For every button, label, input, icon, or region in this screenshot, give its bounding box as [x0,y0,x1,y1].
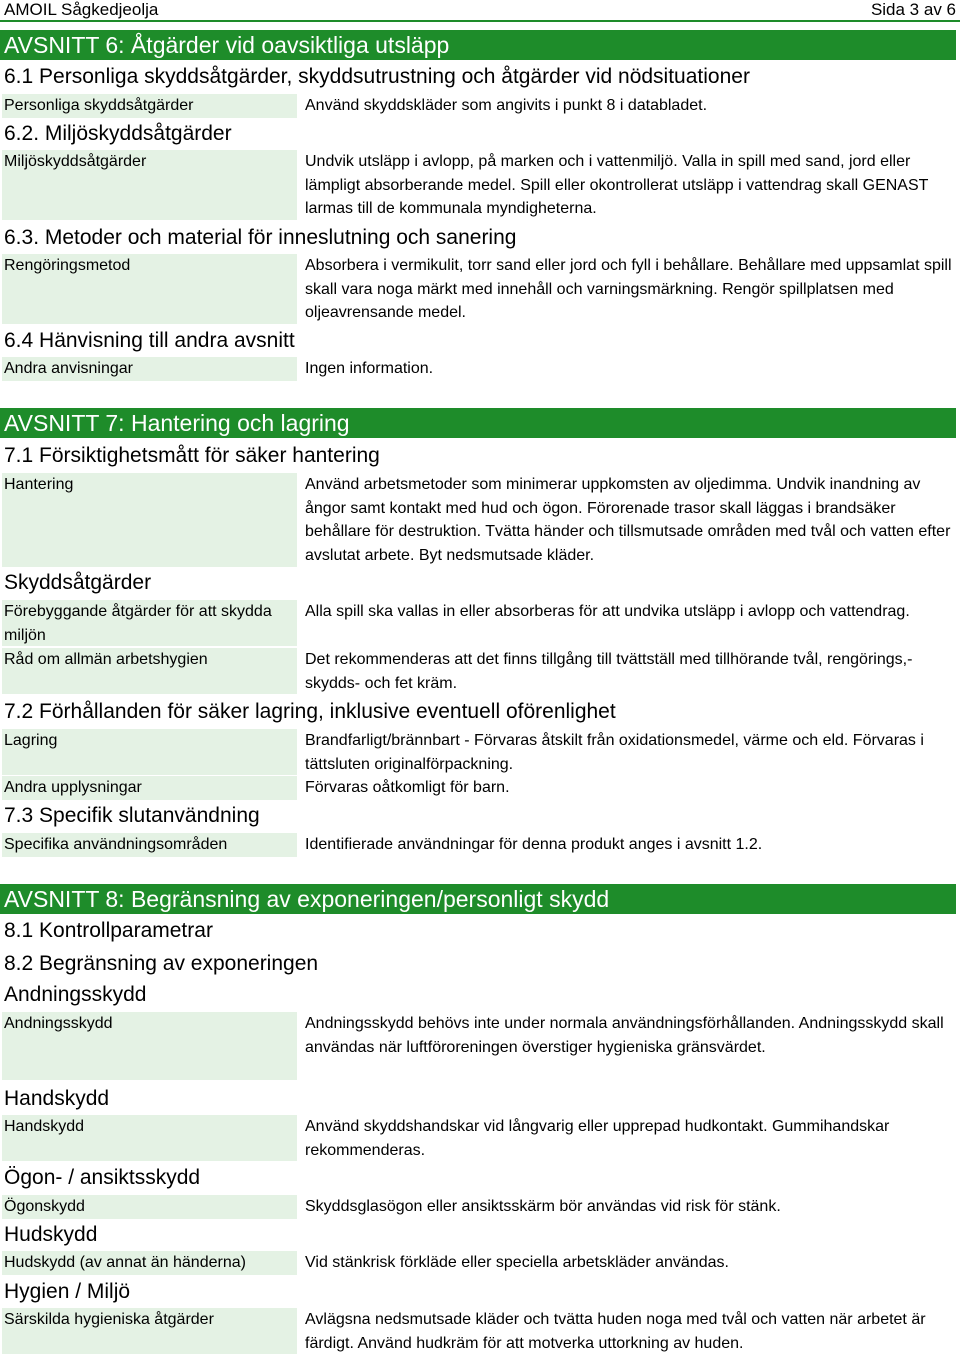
row-label: Andra upplysningar [2,776,297,800]
info-row [0,776,956,800]
info-row [0,648,956,696]
subheading-handskydd: Handskydd [4,1087,110,1110]
row-value: Det rekommenderas att det finns tillgång till tvättställ med tillhörande tvål, rengörings,- skydds- och fet kräm. [305,651,913,692]
row-label: Personliga skyddsåtgärder [2,94,297,118]
row-label: Råd om allmän arbetshygien [2,648,297,694]
section-7-title: AVSNITT 7: Hantering och lagring [0,408,956,438]
info-row [0,1012,956,1082]
row-label: Hudskydd (av annat än händerna) [2,1251,297,1275]
row-value: Undvik utsläpp i avlopp, på marken och i vattenmiljö. Valla in spill med sand, jord eller lämpligt absorberande medel. Spill eller okontrollerat utsläpp i vattendrag skall GENAST larmas till de kommunala myndigheterna. [305,153,929,217]
subsection-8-2-title: 8.2 Begränsning av exponeringen [4,952,319,975]
subsection-7-3-title: 7.3 Specifik slutanvändning [4,804,260,827]
subsection-7-1-title: 7.1 Försiktighetsmått för säker hantering [4,444,380,467]
subsection-6-2-title: 6.2. Miljöskyddsåtgärder [4,122,232,145]
info-row [0,833,956,857]
info-row [0,150,956,222]
subheading-hudskydd: Hudskydd [4,1223,98,1246]
info-row [0,254,956,326]
info-row [0,473,956,569]
info-row [0,1251,956,1275]
subheading-andningsskydd: Andningsskydd [4,983,147,1006]
subheading-skyddsatgarder: Skyddsåtgärder [4,571,152,594]
row-label: Förebyggande åtgärder för att skydda miljön [2,600,297,646]
subsection-6-3-title: 6.3. Metoder och material för inneslutning och sanering [4,226,517,249]
info-row [0,94,956,118]
row-label: Ögonskydd [2,1195,297,1219]
row-label: Specifika användningsområden [2,833,297,857]
subheading-ogonskydd: Ögon- / ansiktsskydd [4,1166,201,1189]
row-value: Vid stänkrisk förkläde eller speciella arbetskläder användas. [305,1254,729,1271]
section-6-title: AVSNITT 6: Åtgärder vid oavsiktliga utsläpp [0,30,956,60]
row-label: Miljöskyddsåtgärder [2,150,297,220]
info-row [0,600,956,648]
row-value: Använd skyddskläder som angivits i punkt 8 i databladet. [305,97,708,114]
document-title: AMOIL Sågkedjeolja [4,0,159,19]
row-value: Använd skyddshandskar vid långvarig eller upprepad hudkontakt. Gummihandskar rekommenderas. [305,1118,890,1159]
row-label: Särskilda hygieniska åtgärder [2,1308,297,1354]
subsection-6-1-title: 6.1 Personliga skyddsåtgärder, skyddsutrustning och åtgärder vid nödsituationer [4,65,750,88]
row-label: Andra anvisningar [2,357,297,381]
subsection-6-4-title: 6.4 Hänvisning till andra avsnitt [4,329,295,352]
info-row [0,357,956,381]
row-value: Ingen information. [305,360,434,377]
subsection-8-1-title: 8.1 Kontrollparametrar [4,919,213,942]
row-value: Avlägsna nedsmutsade kläder och tvätta huden noga med tvål och vatten när arbetet är färdigt. Använd hudkräm för att motverka uttorkning av huden. [305,1311,926,1352]
info-row [0,1115,956,1163]
info-row [0,1308,956,1356]
subheading-hygien-miljo: Hygien / Miljö [4,1280,131,1303]
row-value: Alla spill ska vallas in eller absorberas för att undvika utsläpp i avlopp och vattendrag. [305,603,910,620]
page-header [0,0,960,22]
row-label: Handskydd [2,1115,297,1161]
row-value: Andningsskydd behövs inte under normala användningsförhållanden. Andningsskydd skall användas när luftföroreningen överstiger hygieniska gränsvärdet. [305,1015,944,1056]
subsection-7-2-title: 7.2 Förhållanden för säker lagring, inklusive eventuell oförenlighet [4,700,616,723]
row-value: Förvaras oåtkomligt för barn. [305,779,510,796]
row-value: Skyddsglasögon eller ansiktsskärm bör användas vid risk för stänk. [305,1198,781,1215]
row-label: Lagring [2,729,297,775]
row-value: Använd arbetsmetoder som minimerar uppkomsten av oljedimma. Undvik inandning av ångor samt kontakt med hud och ögon. Förorenade trasor skall läggas i brandsäker behållare för destruktion. Tvätta händer och tillsmutsade områden med tvål och vatten efter avslutat arbete. Byt nedsmutsade kläder. [305,476,951,564]
row-label: Rengöringsmetod [2,254,297,324]
section-8-title: AVSNITT 8: Begränsning av exponeringen/personligt skydd [0,884,956,914]
page-number: Sida 3 av 6 [870,0,956,19]
row-label: Hantering [2,473,297,567]
row-value: Absorbera i vermikulit, torr sand eller jord och fyll i behållare. Behållare med uppsamlat spill skall vara noga märkt med innehåll och varningsmärkning. Rengör spillplatsen med oljeavrensande medel. [305,257,952,321]
row-label: Andningsskydd [2,1012,297,1080]
info-row [0,1195,956,1219]
info-row [0,729,956,777]
row-value: Brandfarligt/brännbart - Förvaras åtskilt från oxidationsmedel, värme och eld. Förvaras i tättsluten originalförpackning. [305,732,924,773]
row-value: Identifierade användningar för denna produkt anges i avsnitt 1.2. [305,836,763,853]
